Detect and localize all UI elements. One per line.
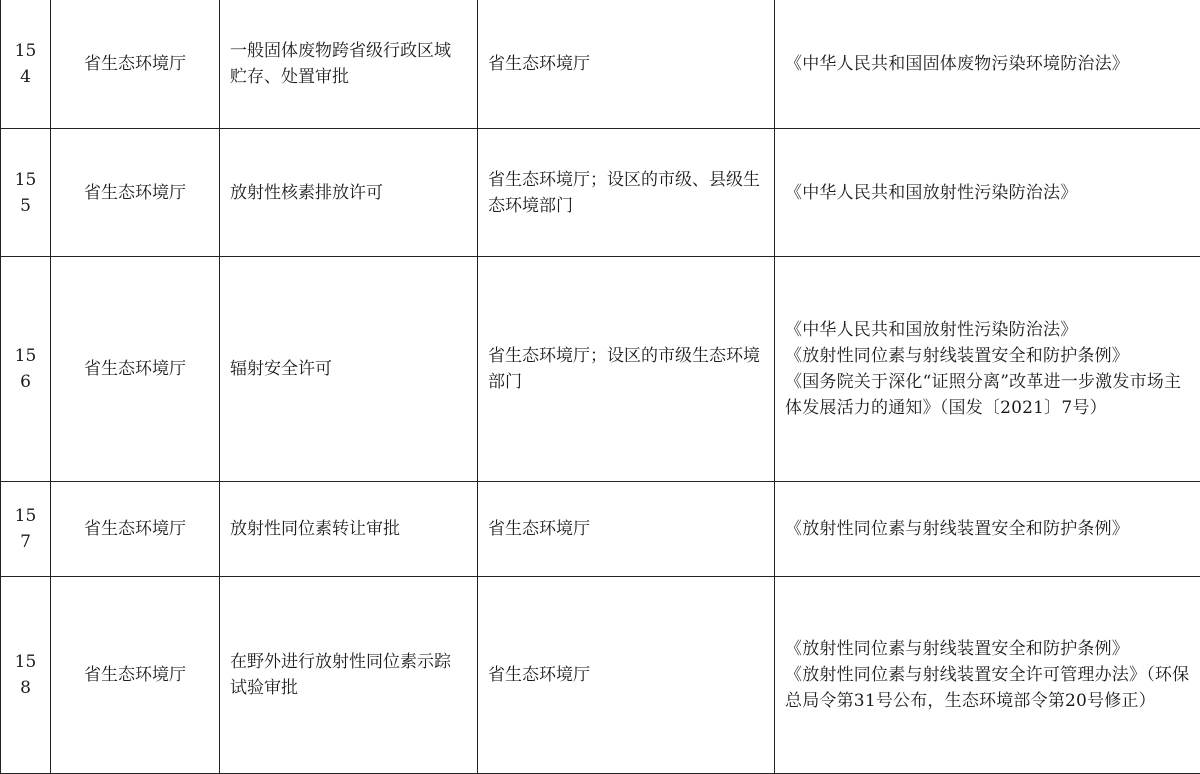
department-cell: 省生态环境厅 <box>51 257 220 482</box>
row-number: 155 <box>1 129 51 257</box>
item-name-cell: 一般固体废物跨省级行政区域贮存、处置审批 <box>220 0 478 129</box>
authority-cell: 省生态环境厅 <box>478 0 775 129</box>
legal-basis-line: 《放射性同位素与射线装置安全许可管理办法》（环保总局令第31号公布，生态环境部令第20号修正） <box>785 665 1190 711</box>
row-number: 157 <box>1 482 51 577</box>
department-cell: 省生态环境厅 <box>51 577 220 774</box>
item-name-cell: 辐射安全许可 <box>220 257 478 482</box>
item-name-cell: 在野外进行放射性同位素示踪试验审批 <box>220 577 478 774</box>
authority-cell: 省生态环境厅 <box>478 577 775 774</box>
table-row <box>1 482 1200 577</box>
legal-basis-cell <box>775 129 1200 257</box>
authority-cell: 省生态环境厅 <box>478 482 775 577</box>
item-name-cell: 放射性同位素转让审批 <box>220 482 478 577</box>
legal-basis-cell <box>775 257 1200 482</box>
legal-basis-line: 《放射性同位素与射线装置安全和防护条例》 <box>785 639 1129 659</box>
department-cell: 省生态环境厅 <box>51 0 220 129</box>
legal-basis-cell <box>775 577 1200 774</box>
legal-basis-line: 《放射性同位素与射线装置安全和防护条例》 <box>785 519 1129 539</box>
legal-basis-line: 《中华人民共和国固体废物污染环境防治法》 <box>785 53 1129 74</box>
table-row <box>1 0 1200 129</box>
legal-basis-line: 《国务院关于深化“证照分离”改革进一步激发市场主体发展活力的通知》（国发〔2021〕7号） <box>785 372 1182 418</box>
department-cell: 省生态环境厅 <box>51 482 220 577</box>
authority-cell: 省生态环境厅；设区的市级生态环境部门 <box>478 257 775 482</box>
legal-basis-cell <box>775 0 1200 129</box>
item-name-cell: 放射性核素排放许可 <box>220 129 478 257</box>
table-row <box>1 257 1200 482</box>
authority-cell: 省生态环境厅；设区的市级、县级生态环境部门 <box>478 129 775 257</box>
row-number: 158 <box>1 577 51 774</box>
row-number: 156 <box>1 257 51 482</box>
legal-basis-line: 《中华人民共和国放射性污染防治法》 <box>785 182 1078 203</box>
department-cell: 省生态环境厅 <box>51 129 220 257</box>
legal-basis-line: 《放射性同位素与射线装置安全和防护条例》 <box>785 346 1129 366</box>
row-number: 154 <box>1 0 51 129</box>
table-row <box>1 129 1200 257</box>
legal-basis-cell <box>775 482 1200 577</box>
table-row <box>1 577 1200 774</box>
legal-basis-line: 《中华人民共和国放射性污染防治法》 <box>785 320 1078 340</box>
